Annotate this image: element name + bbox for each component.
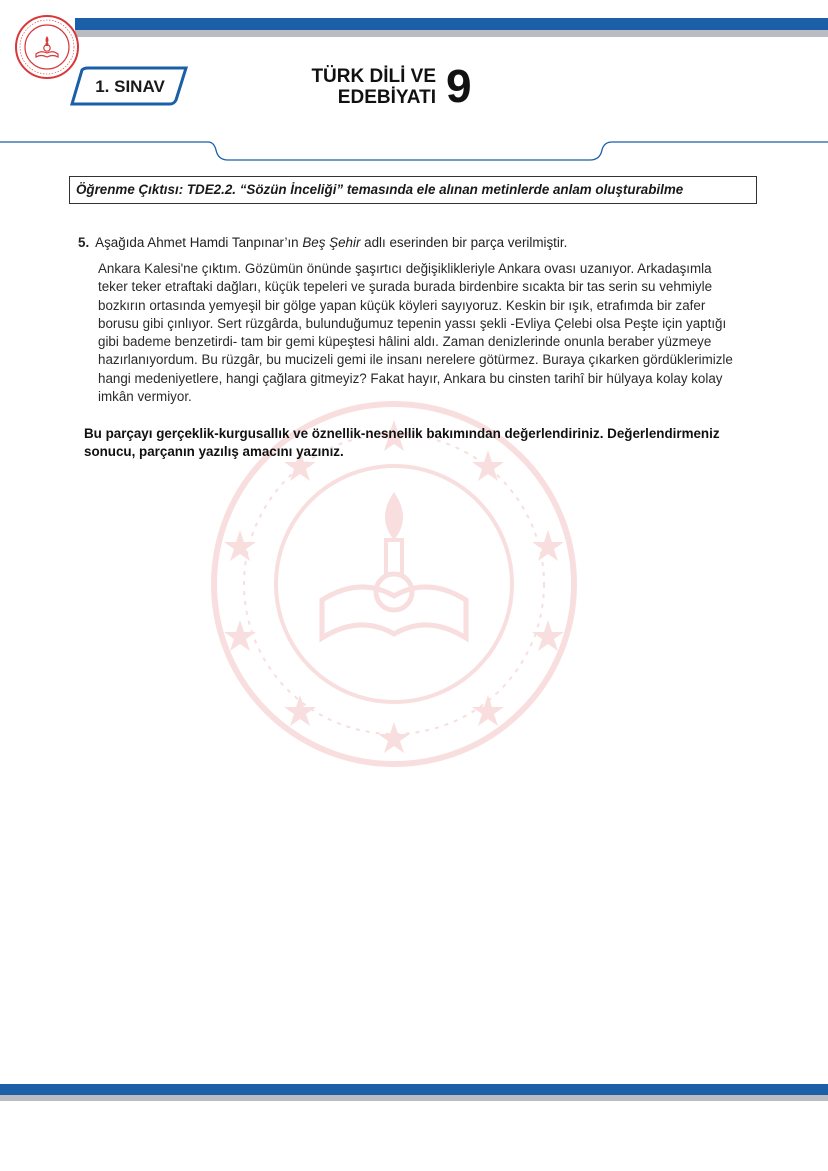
- instruction-line: Bu parçayı gerçeklik-kurgusallık ve öznellik-nesnellik bakımından değerlendiriniz. Değerlendirmeniz: [84, 426, 720, 441]
- instruction-line: sonucu, parçanın yazılış amacını yazınız.: [84, 444, 344, 460]
- passage-line: borusu gibi çınlıyor. Sert rüzgârda, bulunduğumuz tepenin yassı şekli -Evliya Çelebi olsa Peşte için yaptığı: [98, 315, 727, 331]
- passage-line: hazırlanıyordum. Bu rüzgâr, bu mucizeli gemi ile insanı nerelere götürmez. Buraya çıkarken gördüklerimizle: [98, 352, 733, 368]
- exam-label: 1. SINAV: [95, 77, 165, 96]
- top-stripe-gray: [75, 30, 828, 37]
- subject-title: [266, 66, 436, 108]
- bottom-stripe-blue: [0, 1084, 828, 1095]
- passage-line: bozkırın ortasında yemyeşil bir gölge yapan küçük köyleri sayıyoruz. Keskin bir ışık, etrafımda bir zafer: [98, 297, 706, 313]
- question-intro-before: Aşağıda Ahmet Hamdi Tanpınar’ın: [95, 235, 303, 250]
- learning-outcome-box: Öğrenme Çıktısı: TDE2.2. “Sözün İnceliği” temasında ele alınan metinlerde anlam oluşturabilme: [69, 176, 757, 204]
- passage-line: teker teker etraftaki dağları, küçük tepeleri ve şurada burada birdenbire sıcakta bir tas serin su vehmiyle: [98, 279, 713, 295]
- question-instruction: [84, 425, 764, 462]
- question-number: 5.: [78, 235, 90, 250]
- work-title: Beş Şehir: [302, 235, 361, 250]
- subject-line-2: EDEBİYATI: [337, 87, 436, 108]
- question-intro: [78, 234, 778, 252]
- header-divider-curve: [0, 138, 828, 168]
- top-stripe-blue: [75, 18, 828, 30]
- grade-number: 9: [446, 60, 472, 112]
- passage-line: gibi bademe benzetirdi- tam bir gemi küpeştesi hâlini aldı. Zaman denizlerinde onunla beraber yüzmeye: [98, 334, 712, 350]
- passage: [98, 260, 763, 406]
- passage-line: Ankara Kalesi'ne çıktım. Gözümün önünde şaşırtıcı değişiklikleriyle Ankara ovası uzanıyor. Arkadaşımla: [98, 261, 712, 276]
- passage-line: hangi medeniyetlere, hangi çağlara gitmeyiz? Fakat hayır, Ankara bu cinsten tarihî bir hülyaya kolay kolay: [98, 370, 723, 386]
- passage-line: imkân vermiyor.: [98, 389, 192, 405]
- bottom-stripe-gray: [0, 1095, 828, 1101]
- question-intro-after: adlı eserinden bir parça verilmiştir.: [360, 235, 568, 250]
- subject-line-1: TÜRK DİLİ VE: [311, 66, 436, 87]
